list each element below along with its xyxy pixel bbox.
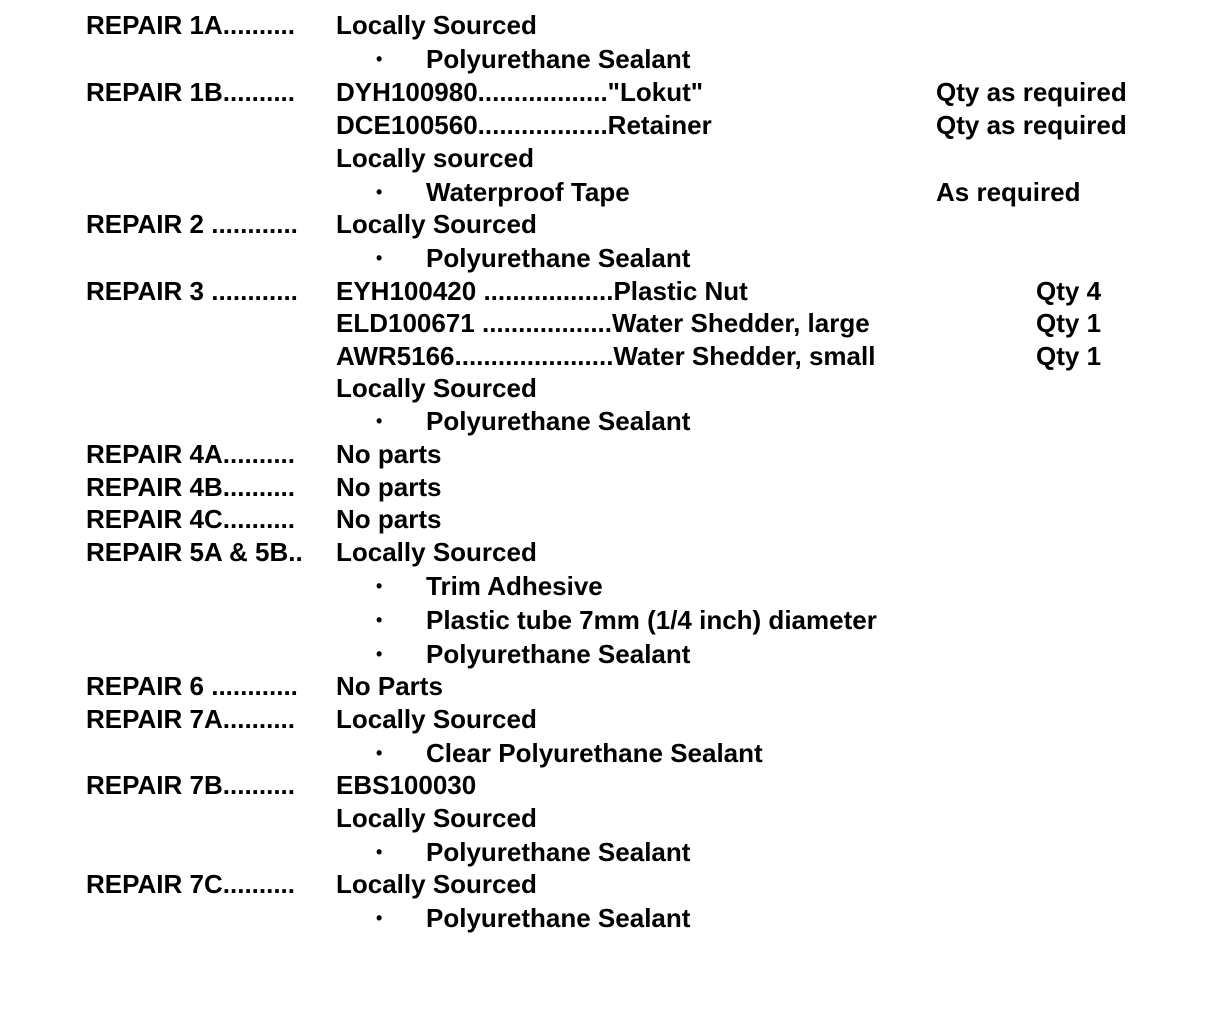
repair-label: REPAIR 3 ............ <box>86 276 298 306</box>
bullet-item: Polyurethane Sealant <box>426 639 691 669</box>
bullet-row <box>0 902 1216 935</box>
quantity: Qty 1 <box>1036 308 1102 338</box>
repair-label: REPAIR 7C.......... <box>86 869 296 899</box>
repair-row <box>0 769 1216 802</box>
source-row <box>0 142 1216 175</box>
repair-label: REPAIR 7A.......... <box>86 704 296 734</box>
bullet-icon: • <box>376 248 383 268</box>
part-entry: DYH100980.................."Lokut" <box>336 77 704 107</box>
bullet-item: Clear Polyurethane Sealant <box>426 738 763 768</box>
part-entry: EYH100420 ..................Plastic Nut <box>336 276 748 306</box>
bullet-row <box>0 43 1216 76</box>
bullet-row <box>0 836 1216 869</box>
bullet-item: Polyurethane Sealant <box>426 903 691 933</box>
bullet-item: Plastic tube 7mm (1/4 inch) diameter <box>426 605 877 635</box>
repair-row <box>0 868 1216 901</box>
part-entry: AWR5166......................Water Shedder, small <box>336 341 876 371</box>
bullet-icon: • <box>376 49 383 69</box>
repair-label: REPAIR 1B.......... <box>86 77 296 107</box>
bullet-item: Polyurethane Sealant <box>426 837 691 867</box>
bullet-icon: • <box>376 644 383 664</box>
repair-label: REPAIR 5A & 5B.. <box>86 537 303 567</box>
bullet-row <box>0 737 1216 770</box>
repair-row <box>0 208 1216 241</box>
repair-label: REPAIR 4B.......... <box>86 472 296 502</box>
quantity: Qty as required <box>936 110 1127 140</box>
bullet-icon: • <box>376 842 383 862</box>
part-row <box>0 340 1216 373</box>
quantity: Qty 4 <box>1036 276 1102 306</box>
bullet-icon: • <box>376 610 383 630</box>
part-entry: ELD100671 ..................Water Shedder, large <box>336 308 870 338</box>
bullet-icon: • <box>376 182 383 202</box>
bullet-icon: • <box>376 411 383 431</box>
parts-source: No parts <box>336 439 442 469</box>
repair-label: REPAIR 4A.......... <box>86 439 296 469</box>
source-row <box>0 802 1216 835</box>
source-row <box>0 372 1216 405</box>
repair-row <box>0 438 1216 471</box>
parts-source: No parts <box>336 472 442 502</box>
repair-row <box>0 275 1216 308</box>
bullet-row <box>0 570 1216 603</box>
bullet-row <box>0 405 1216 438</box>
bullet-item: Polyurethane Sealant <box>426 406 691 436</box>
parts-source: Locally Sourced <box>336 373 537 403</box>
part-number: EBS100030 <box>336 770 477 800</box>
bullet-icon: • <box>376 743 383 763</box>
repair-label: REPAIR 4C.......... <box>86 504 296 534</box>
repair-label: REPAIR 2 ............ <box>86 209 298 239</box>
parts-source: Locally Sourced <box>336 209 537 239</box>
repair-row <box>0 536 1216 569</box>
bullet-row <box>0 242 1216 275</box>
repair-row <box>0 471 1216 504</box>
bullet-row <box>0 176 1216 209</box>
bullet-icon: • <box>376 576 383 596</box>
repair-row <box>0 670 1216 703</box>
bullet-row <box>0 638 1216 671</box>
bullet-item: Polyurethane Sealant <box>426 243 691 273</box>
repair-row <box>0 503 1216 536</box>
parts-source: Locally Sourced <box>336 803 537 833</box>
parts-source: No parts <box>336 504 442 534</box>
bullet-row <box>0 604 1216 637</box>
part-row <box>0 307 1216 340</box>
bullet-item: Polyurethane Sealant <box>426 44 691 74</box>
repair-label: REPAIR 7B.......... <box>86 770 296 800</box>
bullet-icon: • <box>376 908 383 928</box>
repair-row <box>0 76 1216 109</box>
quantity: As required <box>936 177 1081 207</box>
bullet-item: Waterproof Tape <box>426 177 630 207</box>
parts-source: Locally Sourced <box>336 10 537 40</box>
parts-source: Locally sourced <box>336 143 534 173</box>
quantity: Qty as required <box>936 77 1127 107</box>
part-entry: DCE100560..................Retainer <box>336 110 712 140</box>
repair-row <box>0 9 1216 42</box>
parts-source: Locally Sourced <box>336 704 537 734</box>
part-row <box>0 109 1216 142</box>
repair-label: REPAIR 6 ............ <box>86 671 298 701</box>
parts-source: Locally Sourced <box>336 869 537 899</box>
bullet-item: Trim Adhesive <box>426 571 603 601</box>
parts-source: No Parts <box>336 671 443 701</box>
repair-row <box>0 703 1216 736</box>
quantity: Qty 1 <box>1036 341 1102 371</box>
parts-source: Locally Sourced <box>336 537 537 567</box>
repair-label: REPAIR 1A.......... <box>86 10 296 40</box>
